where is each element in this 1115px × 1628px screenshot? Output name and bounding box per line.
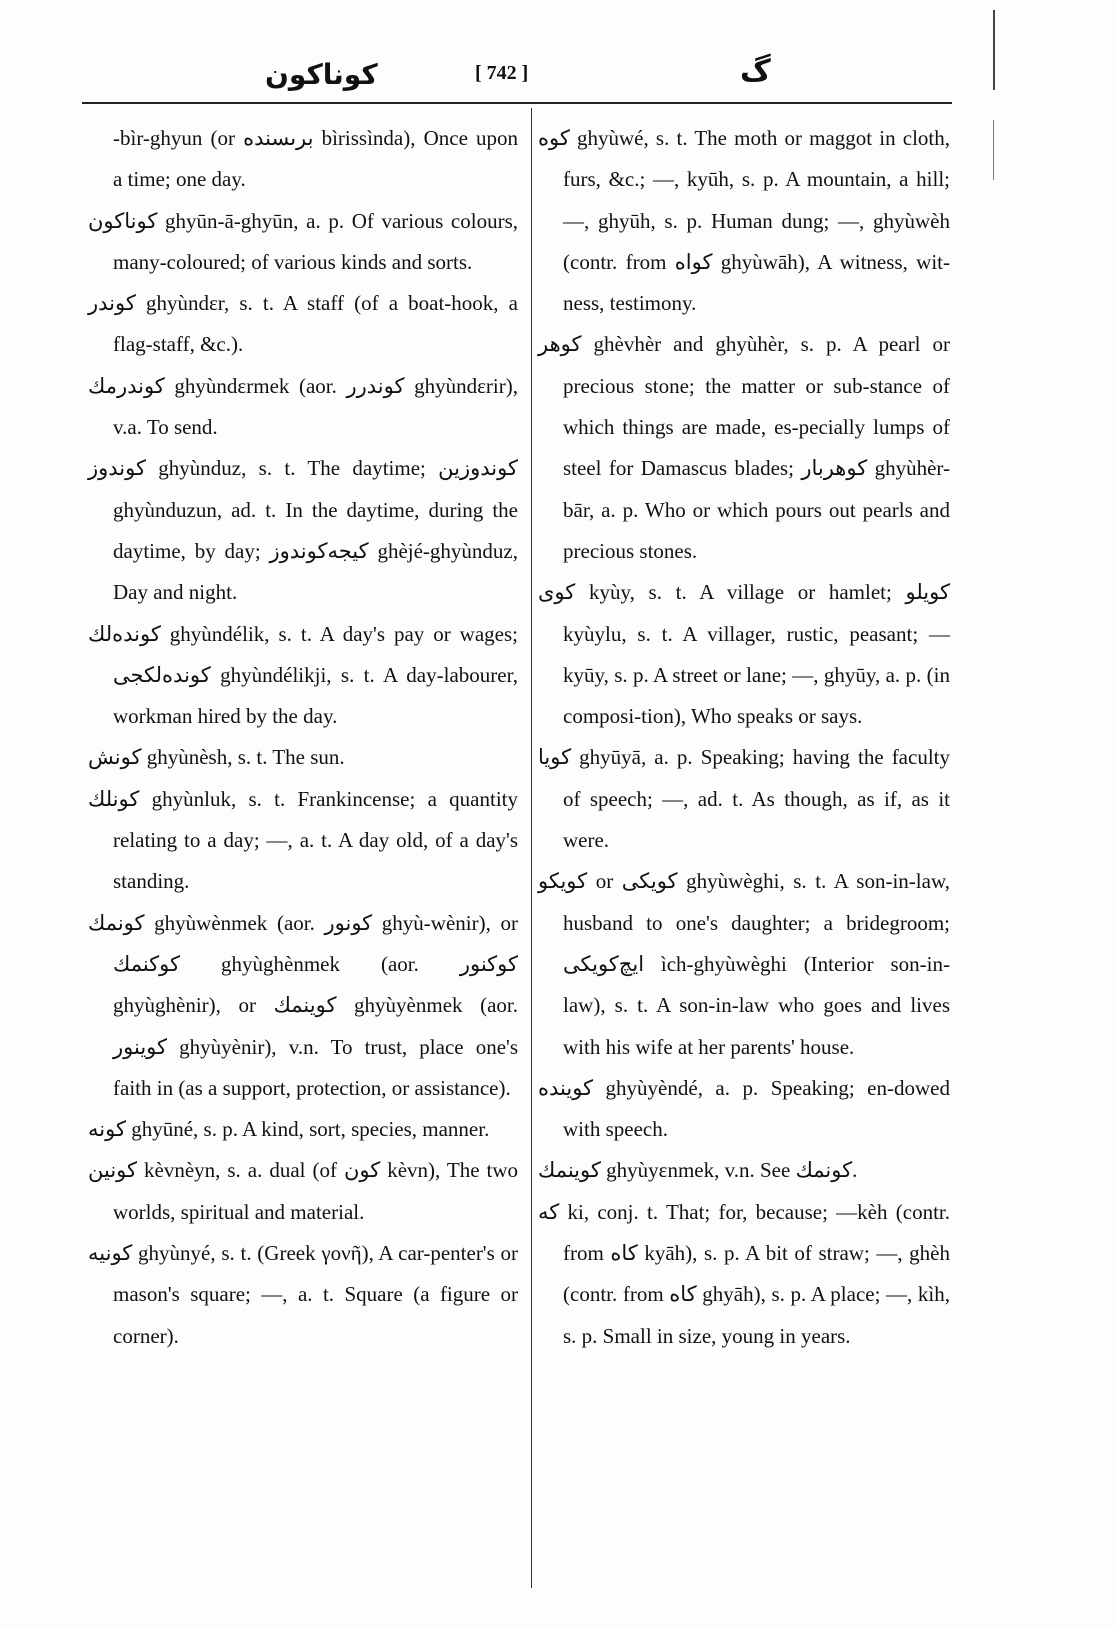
dictionary-entry: كونين kèvnèyn, s. a. dual (of كون kèvn), The two worlds, spiritual and material. <box>88 1158 518 1224</box>
column-divider <box>531 108 532 1588</box>
dictionary-entry: -bìr-ghyun (or برىسندە bìrissìnda), Once upon a time; one day. <box>113 126 518 192</box>
dictionary-entry: كوهر ghèvhèr and ghyùhèr, s. p. A pearl or precious stone; the matter or sub-stance of which things are made, es-pecially lumps of steel for Damascus blades; كوهربار ghyùhèr-bār, a. p. Who or which pours out pearls and precious stones. <box>538 332 950 563</box>
dictionary-entry: كوه ghyùwé, s. t. The moth or maggot in cloth, furs, &c.; —, kyūh, s. p. A mountain, a hill; —, ghyūh, s. p. Human dung; —, ghyùwèh (contr. from كواه ghyùwāh), A witness, wit-ness, testimony. <box>538 126 951 316</box>
dictionary-entry: كونه ghyūné, s. p. A kind, sort, species, manner. <box>88 1117 490 1142</box>
dictionary-entry: كونده‌لك ghyùndélik, s. t. A day's pay or wages; كونده‌لكجى ghyùndélikji, s. t. A day-labourer, workman hired by the day. <box>88 621 518 729</box>
dictionary-entry: كوينمك ghyùyεnmek, v.n. See كونمك. <box>538 1158 858 1183</box>
dictionary-entry: كوندوز ghyùnduz, s. t. The daytime; كوندوزين ghyùnduzun, ad. t. In the daytime, during the daytime, by day; كيجه‌كوندوز ghèjé-ghyùnduz, Day and night. <box>88 456 518 605</box>
dictionary-entry: كوندر ghyùndεr, s. t. A staff (of a boat-hook, a flag-staff, &c.). <box>88 291 518 357</box>
dictionary-entry: كوى kyùy, s. t. A village or hamlet; كويلو kyùylu, s. t. A villager, rustic, peasant; —kyūy, s. p. A street or lane; —, ghyūy, a. p. (in composi-tion), Who speaks or says. <box>538 580 950 729</box>
header-rule <box>82 102 952 104</box>
page-header <box>80 52 950 102</box>
page-edge-line <box>993 10 995 90</box>
header-catchword: كوناكون <box>265 58 378 91</box>
dictionary-entry: كونيه ghyùnyé, s. t. (Greek γονῆ), A car-penter's or mason's square; —, a. t. Square (a figure or corner). <box>88 1241 518 1348</box>
header-letter: گ <box>740 54 771 89</box>
dictionary-entry: كوينده ghyùyèndé, a. p. Speaking; en-dowed with speech. <box>538 1075 950 1142</box>
dictionary-entry: كونش ghyùnèsh, s. t. The sun. <box>88 745 345 770</box>
page-number: [ 742 ] <box>475 62 529 84</box>
dictionary-entry: كويا ghyūyā, a. p. Speaking; having the faculty of speech; —, ad. t. As though, as if, as it were. <box>538 745 950 853</box>
dictionary-entry: كوناكون ghyūn-ā-ghyūn, a. p. Of various colours, many-coloured; of various kinds and sorts. <box>88 208 518 274</box>
dictionary-entry: كونمك ghyùwènmek (aor. كونور ghyù-wènir), or كوكنمك ghyùghènmek (aor. كوكنور ghyùghènir), or كوينمك ghyùyènmek (aor. كوينور ghyùyènir), v.n. To trust, place one's faith in (as a support, protection, or assistance). <box>88 910 519 1100</box>
dictionary-entry: كونلك ghyùnluk, s. t. Frankincense; a quantity relating to a day; —, a. t. A day old, of a day's standing. <box>88 786 518 894</box>
left-column <box>88 118 518 1357</box>
dictionary-entry: كويكو or كويكى ghyùwèghi, s. t. A son-in-law, husband to one's daughter; a bridegroom; ايچ‌كويكى ìch-ghyùwèghi (Interior son-in-law), s. t. A son-in-law who goes and lives with his wife at her parents' house. <box>538 869 950 1059</box>
right-column <box>538 118 950 1357</box>
dictionary-entry: كوندرمك ghyùndεrmek (aor. كوندرر ghyùndεrir), v.a. To send. <box>88 373 518 440</box>
page-edge-line <box>993 120 994 180</box>
dictionary-entry: كه ki, conj. t. That; for, because; —kèh (contr. from كاه kyāh), s. p. A bit of straw; —, ghèh (contr. from كاه ghyāh), s. p. A place; —, kìh, s. p. Small in size, young in years. <box>538 1199 950 1348</box>
